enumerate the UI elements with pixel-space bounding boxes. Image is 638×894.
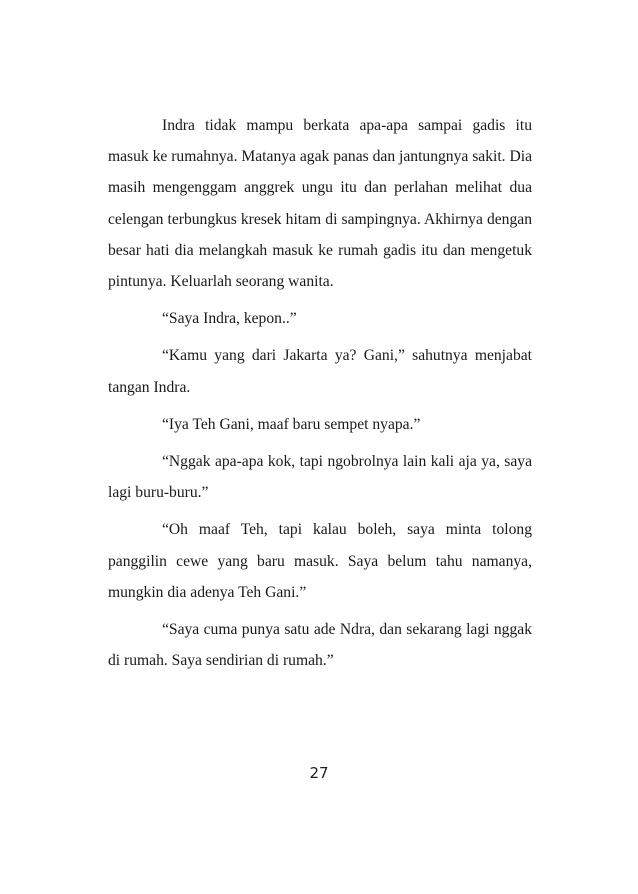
paragraph: Indra tidak mampu berkata apa-apa sampai gadis itu masuk ke rumahnya. Matanya agak panas dan jantungnya sakit. Dia masih mengenggam anggrek ungu itu dan perlahan melihat dua celengan terbungkus kresek hitam di sampingnya. Akhirnya dengan besar hati dia melangkah masuk ke rumah gadis itu dan mengetuk pintunya. Keluarlah seorang wanita. (108, 117, 532, 291)
paragraph: “Saya cuma punya satu ade Ndra, dan sekarang lagi nggak di rumah. Saya sendirian di rumah.” (108, 621, 532, 670)
paragraph: “Kamu yang dari Jakarta ya? Gani,” sahutnya menjabat tangan Indra. (108, 347, 532, 396)
page-body (108, 110, 532, 676)
paragraph: “Oh maaf Teh, tapi kalau boleh, saya minta tolong panggilin cewe yang baru masuk. Saya belum tahu namanya, mungkin dia adenya Teh Gani.” (108, 521, 532, 601)
paragraph: “Nggak apa-apa kok, tapi ngobrolnya lain kali aja ya, saya lagi buru-buru.” (108, 453, 532, 502)
paragraph: “Iya Teh Gani, maaf baru sempet nyapa.” (162, 415, 421, 433)
page-number: 27 (309, 764, 329, 782)
paragraph: “Saya Indra, kepon..” (162, 310, 297, 328)
